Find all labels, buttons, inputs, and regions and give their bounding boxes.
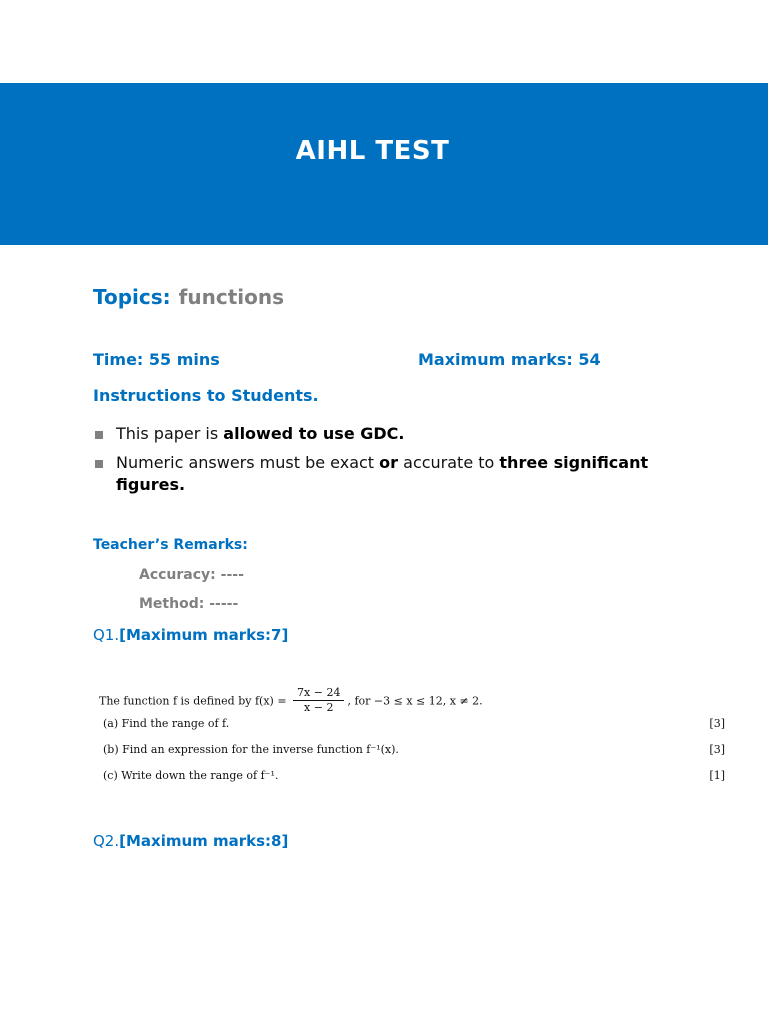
question-2-heading <box>93 832 288 850</box>
question-number: Q2. <box>93 832 120 850</box>
bullet-bold-text: or <box>379 453 399 472</box>
list-item <box>93 452 693 496</box>
method-remark: Method: ----- <box>139 596 239 612</box>
part-b-marks: [3] <box>709 743 725 756</box>
bullet-bold-text: allowed to use GDC. <box>223 424 405 443</box>
accuracy-remark: Accuracy: ---- <box>139 567 244 583</box>
question-number: Q1. <box>93 626 120 644</box>
fraction-denominator: x − 2 <box>304 701 334 714</box>
bullet-text: Numeric answers must be exact <box>116 453 380 472</box>
question-1-content <box>93 668 733 800</box>
bullet-bold-text: three significant figures. <box>116 453 649 494</box>
topics-line <box>93 285 284 309</box>
fraction-numerator: 7x − 24 <box>293 686 344 701</box>
topics-value: functions <box>178 285 284 309</box>
question-part-b: (b) Find an expression for the inverse function f⁻¹(x). <box>103 743 399 756</box>
intro-condition: , for −3 ≤ x ≤ 12, x ≠ 2. <box>347 694 483 708</box>
bullet-text: accurate to <box>398 453 500 472</box>
square-bullet-icon <box>95 460 103 468</box>
question-intro <box>99 687 483 716</box>
question-part-a: (a) Find the range of f. <box>103 717 230 730</box>
question-marks: [Maximum marks:7] <box>119 626 289 644</box>
intro-text: The function f is defined by f(x) = <box>99 694 287 708</box>
topics-label: Topics: <box>93 285 171 309</box>
maximum-marks: Maximum marks: 54 <box>418 350 601 369</box>
teacher-remarks-title: Teacher’s Remarks: <box>93 537 248 553</box>
time-allowed: Time: 55 mins <box>93 350 220 369</box>
question-part-c: (c) Write down the range of f⁻¹. <box>103 769 279 782</box>
part-c-marks: [1] <box>709 769 725 782</box>
page-title: AIHL TEST <box>295 136 450 166</box>
question-marks: [Maximum marks:8] <box>119 832 289 850</box>
square-bullet-icon <box>95 431 103 439</box>
list-item <box>93 423 693 445</box>
instructions-list <box>93 423 693 503</box>
fraction <box>293 686 344 715</box>
part-a-marks: [3] <box>709 717 725 730</box>
instructions-title: Instructions to Students. <box>93 386 319 405</box>
question-1-heading <box>93 626 288 644</box>
bullet-text: This paper is <box>116 424 224 443</box>
